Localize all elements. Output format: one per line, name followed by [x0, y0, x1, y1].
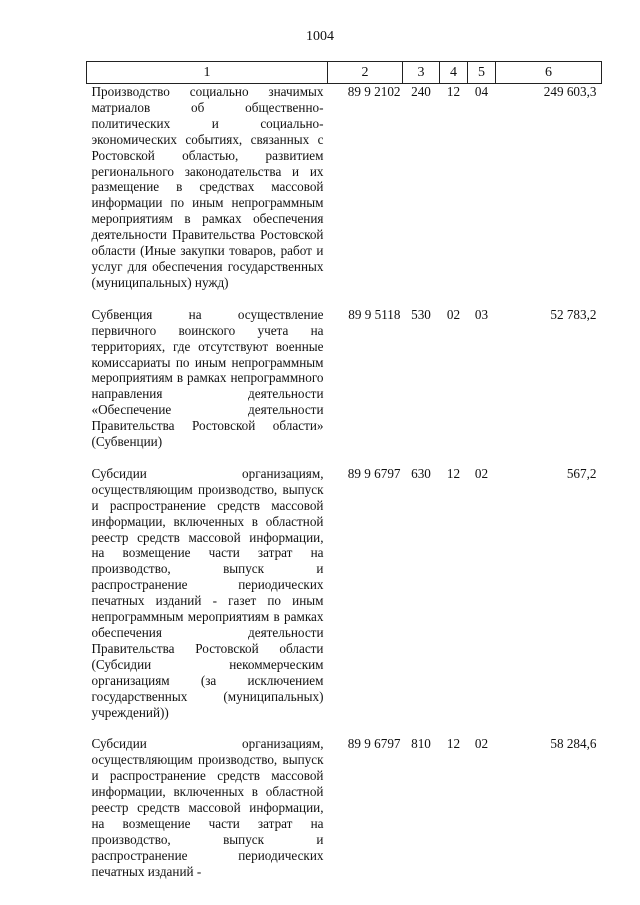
row-target-code: 89 9 6797 [347, 736, 401, 752]
row-amount: 567,2 [566, 465, 597, 481]
row-amount: 58 284,6 [550, 736, 597, 752]
table-row [87, 307, 602, 450]
row-description: Субсидии организациям, осуществляющим производство, выпуск и распространение средств массовой информации, включенных в областной реестр средств массовой информации, на возмещение части затрат на производство, выпуск и распространение периодических печатных изданий - [91, 736, 324, 879]
row-expense-type: 240 [411, 84, 431, 99]
row-description: Субвенция на осуществление первичного воинского учета на территориях, где отсутствуют военные комиссариаты по иным непрограммным мероприятиям в рамках непрограммного направления деятельности «Обеспечение деятельности Правительства Ростовской области» (Субвенции) [91, 306, 324, 450]
table-row [87, 736, 602, 879]
row-subsection: 02 [474, 736, 489, 752]
row-amount: 52 783,2 [550, 306, 597, 322]
row-description: Субсидии организациям, осуществляющим производство, выпуск и распространение средств массовой информации, включенных в областной реестр средств массовой информации, на возмещение части затрат на производство, выпуск и распространение периодических печатных изданий - газет по иным непрограммным мероприятиям в рамках обеспечения деятельности Правительства Ростовской области (Субсидии некоммерческим организациям (за исключением государственных (муниципальных) учреждений)) [91, 465, 324, 720]
row-subsection: 03 [474, 306, 489, 322]
row-amount: 249 603,3 [543, 84, 597, 99]
row-subsection: 04 [474, 84, 489, 99]
row-target-code: 89 9 5118 [348, 306, 401, 322]
row-section: 02 [446, 306, 461, 322]
row-target-code: 89 9 6797 [347, 465, 401, 481]
header-col-1: 1 [87, 62, 328, 84]
table-header-row [87, 62, 602, 84]
row-target-code: 89 9 2102 [347, 84, 401, 99]
row-expense-type: 530 [411, 306, 431, 322]
header-col-5: 5 [468, 62, 496, 84]
page-number: 1004 [306, 29, 334, 44]
header-col-2: 2 [328, 62, 403, 84]
header-col-3: 3 [403, 62, 440, 84]
table-row [87, 84, 602, 291]
header-col-6: 6 [496, 62, 602, 84]
row-subsection: 02 [474, 465, 489, 481]
row-expense-type: 630 [411, 465, 431, 481]
header-col-4: 4 [440, 62, 468, 84]
row-description: Производство социально значимых матриалов об общественно-политических и социально-экономических событиях, связанных с Ростовской областью, развитием регионального законодательства и их размещение в средствах массовой информации по иным непрограммным мероприятиям в рамках обеспечения деятельности Правительства Ростовской области (Иные закупки товаров, работ и услуг для обеспечения государственных (муниципальных) нужд) [91, 84, 324, 290]
row-section: 12 [446, 84, 461, 99]
budget-table [86, 61, 602, 880]
row-expense-type: 810 [411, 736, 431, 752]
table-row [87, 466, 602, 721]
row-section: 12 [446, 736, 461, 752]
row-section: 12 [446, 465, 461, 481]
